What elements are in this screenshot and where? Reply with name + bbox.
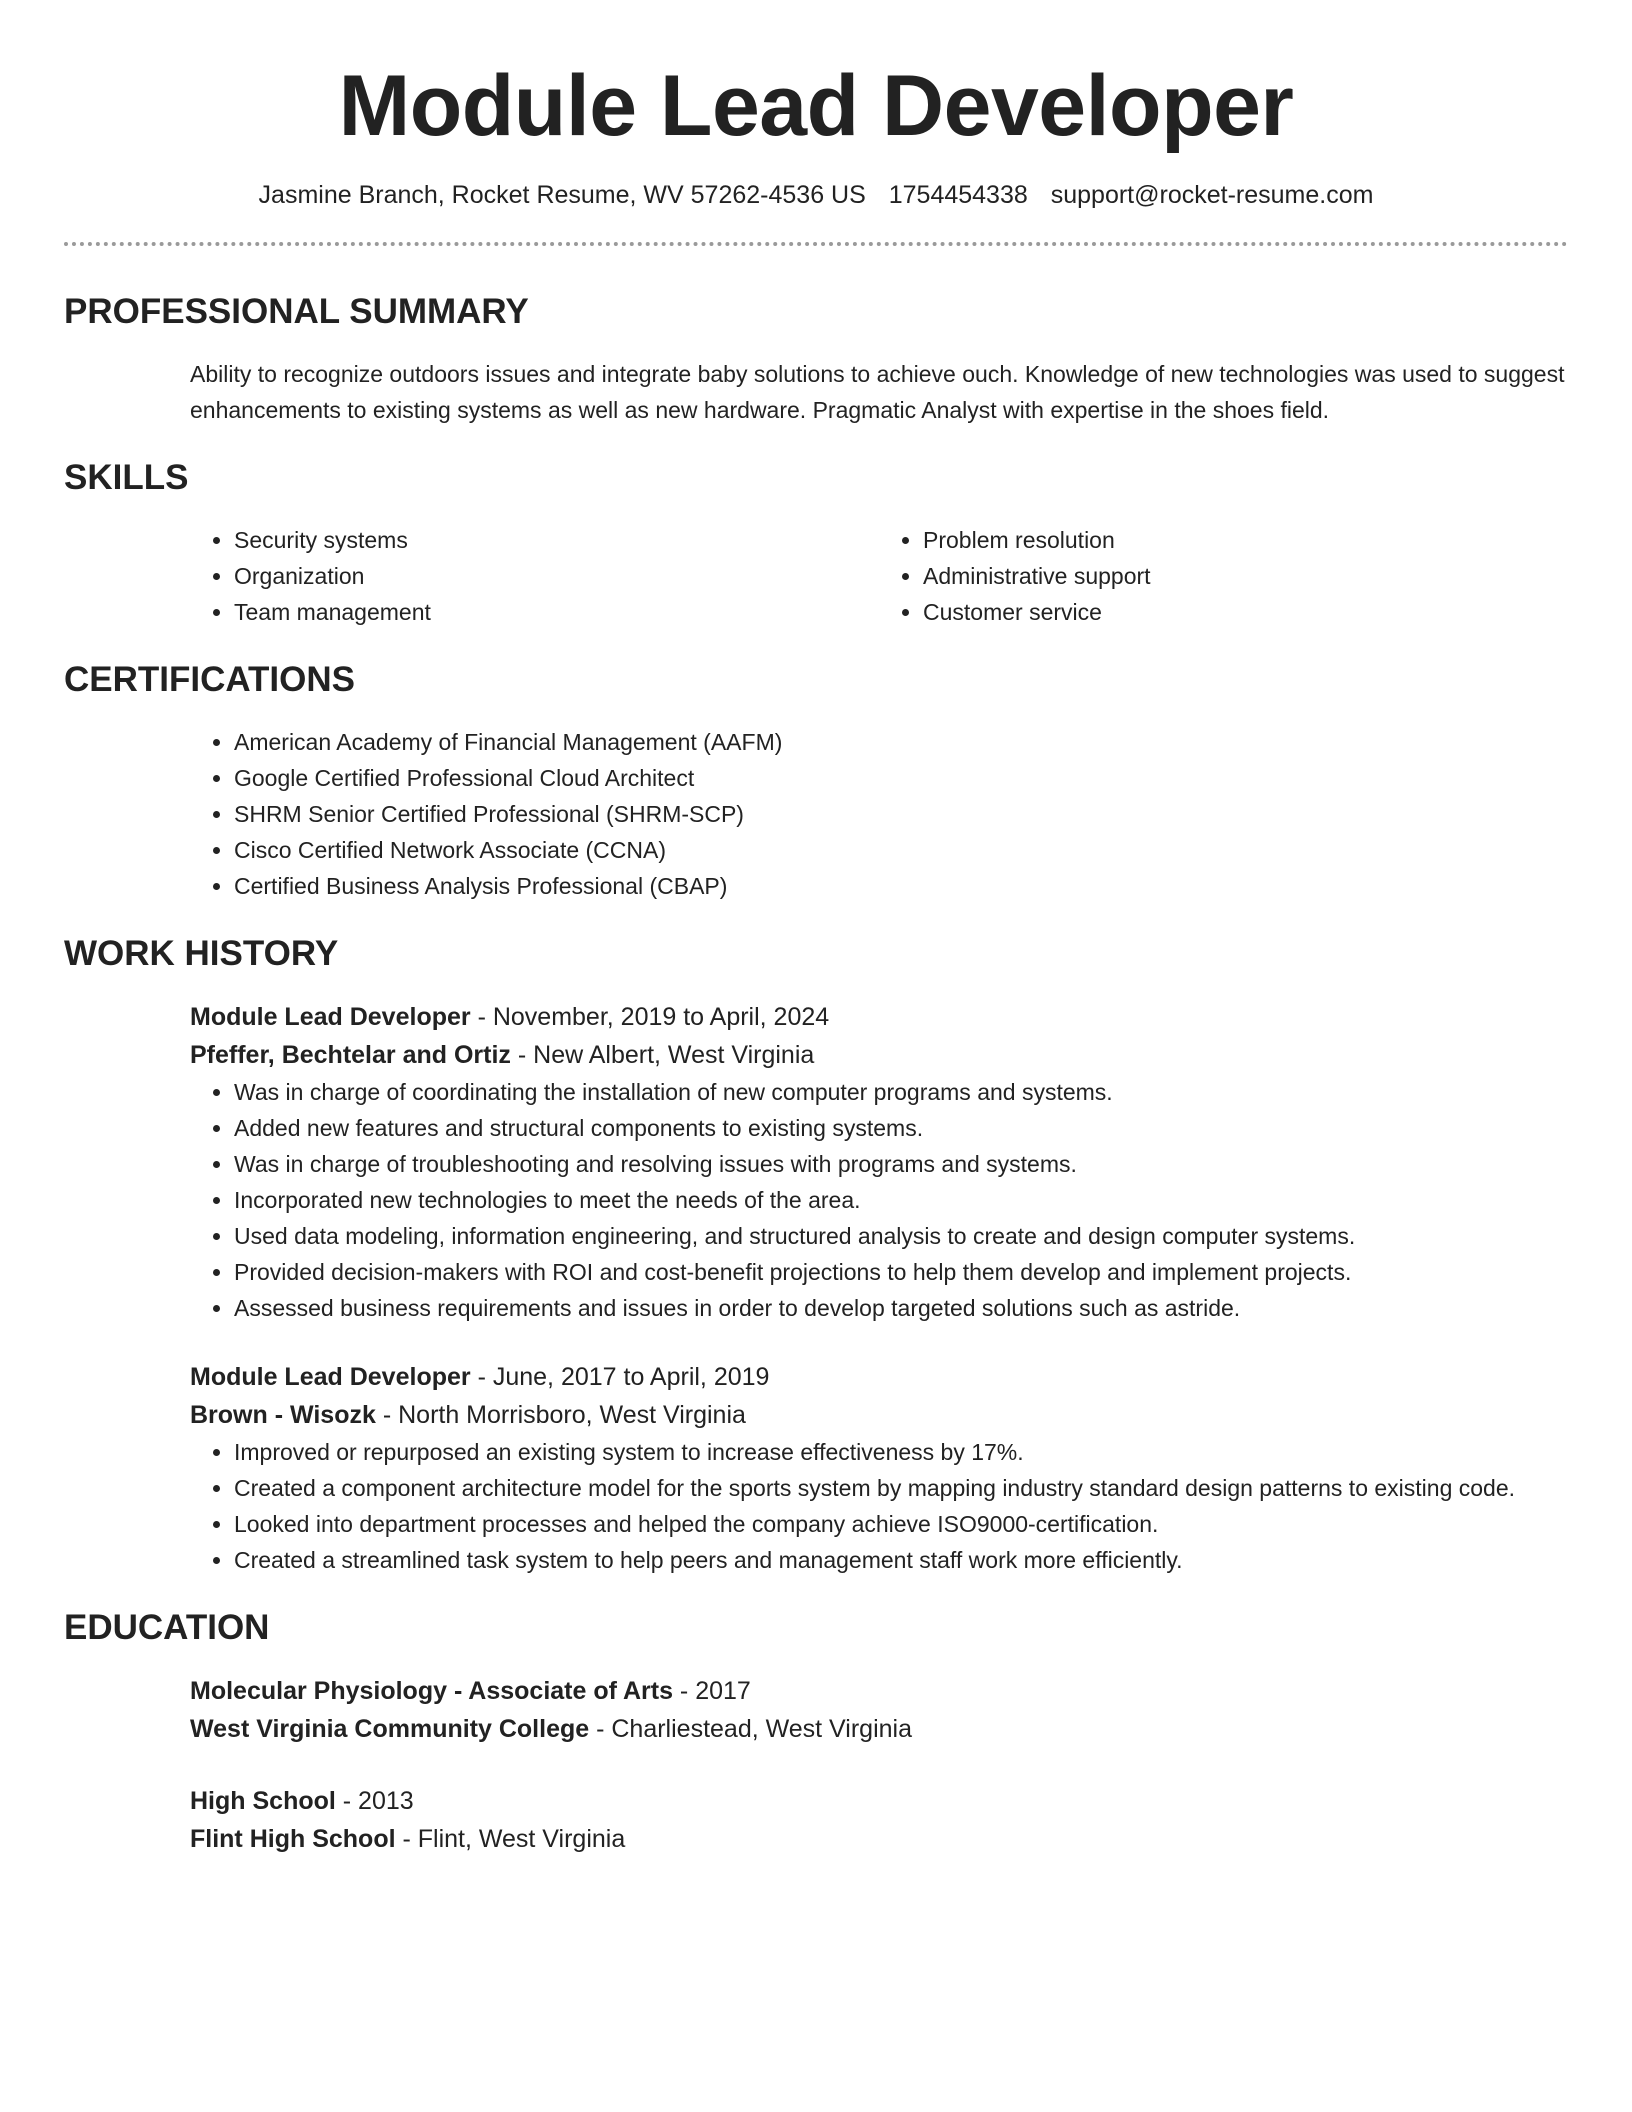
skills-list-right: [879, 522, 1568, 630]
job-company-line: [190, 1036, 1568, 1074]
skill-item: • Customer service: [923, 594, 1568, 630]
job-duties-list: [190, 1074, 1568, 1326]
skills-columns: [190, 522, 1568, 630]
job-company: Brown - Wisozk: [190, 1401, 376, 1429]
education-entry: [190, 1782, 1568, 1858]
resume-title: Module Lead Developer: [338, 58, 1294, 154]
skills-heading: SKILLS: [64, 458, 189, 497]
job-location: - North Morrisboro, West Virginia: [375, 1401, 746, 1429]
work-history-heading: WORK HISTORY: [64, 934, 339, 973]
certifications-block: [190, 724, 1568, 904]
job-title-line: [190, 1358, 1568, 1396]
certification-item: • Google Certified Professional Cloud Architect: [234, 760, 1568, 796]
job-duty: • Improved or repurposed an existing system to increase effectiveness by 17%.: [234, 1434, 1568, 1470]
education-degree-line: [190, 1672, 1568, 1710]
education-heading: EDUCATION: [64, 1608, 270, 1647]
job-company: Pfeffer, Bechtelar and Ortiz: [190, 1041, 511, 1069]
certification-item: • American Academy of Financial Management (AAFM): [234, 724, 1568, 760]
job-duty: • Was in charge of coordinating the installation of new computer programs and systems.: [234, 1074, 1568, 1110]
contact-address: Jasmine Branch, Rocket Resume, WV 57262-4536 US: [258, 181, 866, 209]
certifications-list: [190, 724, 1568, 904]
contact-email: support@rocket-resume.com: [1050, 181, 1374, 209]
job-duty: • Assessed business requirements and issues in order to develop targeted solutions such as astride.: [234, 1290, 1568, 1326]
certification-item: • Certified Business Analysis Professional (CBAP): [234, 868, 1568, 904]
contact-phone: 1754454338: [888, 181, 1028, 209]
job-dates: - June, 2017 to April, 2019: [470, 1363, 770, 1391]
job-entry: [190, 1358, 1568, 1578]
skill-item: • Team management: [234, 594, 879, 630]
job-duties-list: [190, 1434, 1568, 1578]
skill-item: • Administrative support: [923, 558, 1568, 594]
education-degree: Molecular Physiology - Associate of Arts: [190, 1677, 673, 1705]
job-duty: • Used data modeling, information engineering, and structured analysis to create and design computer systems.: [234, 1218, 1568, 1254]
education-degree-line: [190, 1782, 1568, 1820]
job-duty: • Looked into department processes and helped the company achieve ISO9000-certification.: [234, 1506, 1568, 1542]
job-duty: • Provided decision-makers with ROI and cost-benefit projections to help them develop and implement projects.: [234, 1254, 1568, 1290]
job-company-line: [190, 1396, 1568, 1434]
education-year: - 2017: [672, 1677, 751, 1705]
education-location: - Flint, West Virginia: [395, 1825, 626, 1853]
education-location: - Charliestead, West Virginia: [589, 1715, 912, 1743]
education-school-line: [190, 1710, 1568, 1748]
education-school: Flint High School: [190, 1825, 396, 1853]
job-title-line: [190, 998, 1568, 1036]
job-duty: • Incorporated new technologies to meet the needs of the area.: [234, 1182, 1568, 1218]
job-duty: • Added new features and structural components to existing systems.: [234, 1110, 1568, 1146]
certification-item: • SHRM Senior Certified Professional (SHRM-SCP): [234, 796, 1568, 832]
certification-item: • Cisco Certified Network Associate (CCNA): [234, 832, 1568, 868]
education-year: - 2013: [335, 1787, 414, 1815]
skill-item: • Problem resolution: [923, 522, 1568, 558]
skill-item: • Security systems: [234, 522, 879, 558]
job-title: Module Lead Developer: [190, 1363, 471, 1391]
skills-list-left: [190, 522, 879, 630]
job-title: Module Lead Developer: [190, 1003, 471, 1031]
job-location: - New Albert, West Virginia: [510, 1041, 815, 1069]
contact-line: [64, 179, 1568, 211]
header-divider: [64, 242, 1568, 246]
job-entry: [190, 998, 1568, 1326]
education-school: West Virginia Community College: [190, 1715, 590, 1743]
education-degree: High School: [190, 1787, 336, 1815]
summary-heading: PROFESSIONAL SUMMARY: [64, 292, 529, 331]
job-duty: • Was in charge of troubleshooting and resolving issues with programs and systems.: [234, 1146, 1568, 1182]
education-school-line: [190, 1820, 1568, 1858]
skill-item: • Organization: [234, 558, 879, 594]
summary-text: Ability to recognize outdoors issues and integrate baby solutions to achieve ouch. Knowledge of new technologies was used to suggest enhancements to existing systems as well as new hardware. Pragmatic Analyst with expertise in the shoes field.: [190, 361, 1565, 423]
education-entry: [190, 1672, 1568, 1748]
job-dates: - November, 2019 to April, 2024: [470, 1003, 830, 1031]
certifications-heading: CERTIFICATIONS: [64, 660, 356, 699]
job-duty: • Created a streamlined task system to help peers and management staff work more efficiently.: [234, 1542, 1568, 1578]
job-duty: • Created a component architecture model for the sports system by mapping industry standard design patterns to existing code.: [234, 1470, 1568, 1506]
